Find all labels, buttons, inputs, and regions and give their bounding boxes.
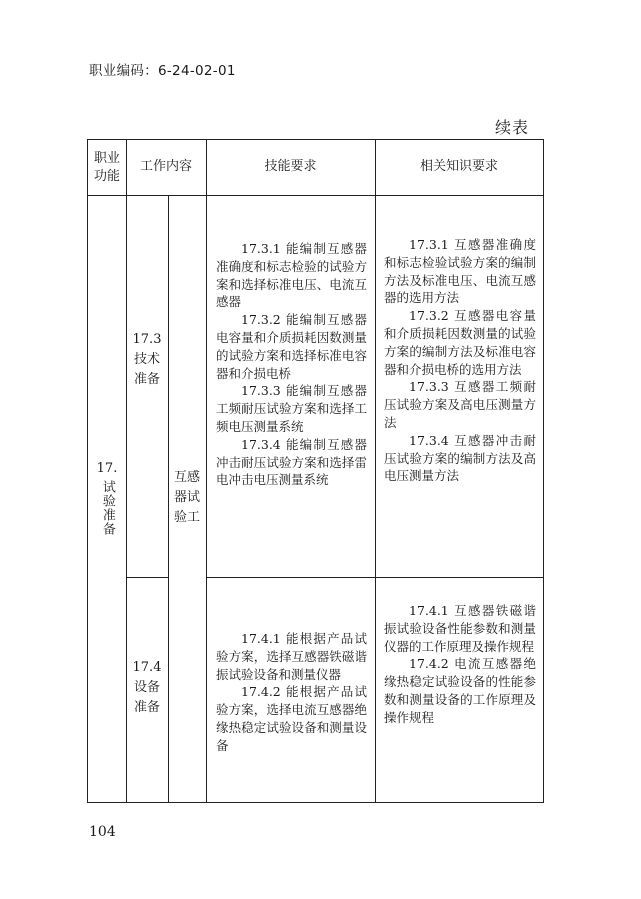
knowledge-row-2 (384, 602, 536, 727)
skill-item: 17.3.4 能编制互感器冲击耐压试验方案和选择雷电冲击电压测量系统 (216, 436, 367, 488)
job-label: 互感 器试 验工 (173, 470, 200, 525)
skills-row-1 (216, 240, 367, 489)
knowledge-item: 17.4.2 电流互感器绝缘热稳定试验设备的性能参数和测量设备的工作原理及操作规程 (384, 656, 536, 725)
skills-table (87, 139, 544, 803)
function-name: 试验准备 (99, 479, 115, 536)
knowledge-item: 17.3.3 互感器工频耐压试验方案及高电压测量方法 (384, 379, 536, 430)
skill-item: 17.3.2 能编制互感器电容量和介质损耗因数测量的试验方案和选择标准电容器和介损电桥 (216, 312, 367, 381)
header-divider (88, 195, 543, 196)
header-work-content: 工作内容 (139, 159, 192, 174)
knowledge-item: 17.3.1 互感器准确度和标志检验试验方案的编制方法及标准电压、电流互感器的选用方法 (384, 237, 536, 306)
skills-row-2 (216, 630, 367, 755)
row-divider-main (206, 577, 543, 578)
function-number: 17. (96, 461, 118, 476)
knowledge-row-1 (384, 236, 536, 485)
col-divider-4 (375, 140, 376, 802)
function-cell (88, 460, 126, 536)
knowledge-item: 17.3.4 互感器冲击耐压试验方案的编制方法及高电压测量方法 (384, 432, 536, 484)
skill-item: 17.3.3 能编制互感器工频耐压试验方案和选择工频电压测量系统 (216, 383, 367, 434)
knowledge-item: 17.3.2 互感器电容量和介质损耗因数测量的试验方案的编制方法及标准电容器和介损电桥的选用方法 (384, 308, 536, 377)
knowledge-item: 17.4.1 互感器铁磁谐振试验设备性能参数和测量仪器的工作原理及操作规程 (384, 603, 536, 654)
content-row-1: 17.3 技术 准备 (132, 332, 162, 387)
page-number: 104 (89, 824, 116, 840)
continued-label: 续表 (495, 118, 530, 137)
skill-item: 17.4.2 能根据产品试验方案，选择电流互感器绝缘热稳定试验设备和测量设备 (216, 684, 367, 753)
content-row-2: 17.4 设备 准备 (132, 660, 162, 715)
header-knowledge: 相关知识要求 (419, 159, 498, 174)
skill-item: 17.4.1 能根据产品试验方案，选择互感器铁磁谐振试验设备和测量仪器 (216, 631, 367, 682)
row-divider-content (126, 577, 168, 578)
header-function: 职业 功能 (93, 151, 120, 184)
header-skills: 技能要求 (264, 159, 317, 174)
occupation-code: 职业编码：6-24-02-01 (89, 63, 236, 79)
skill-item: 17.3.1 能编制互感器准确度和标志检验的试验方案和选择标准电压、电流互感器 (216, 241, 367, 310)
col-divider-3 (206, 140, 207, 802)
